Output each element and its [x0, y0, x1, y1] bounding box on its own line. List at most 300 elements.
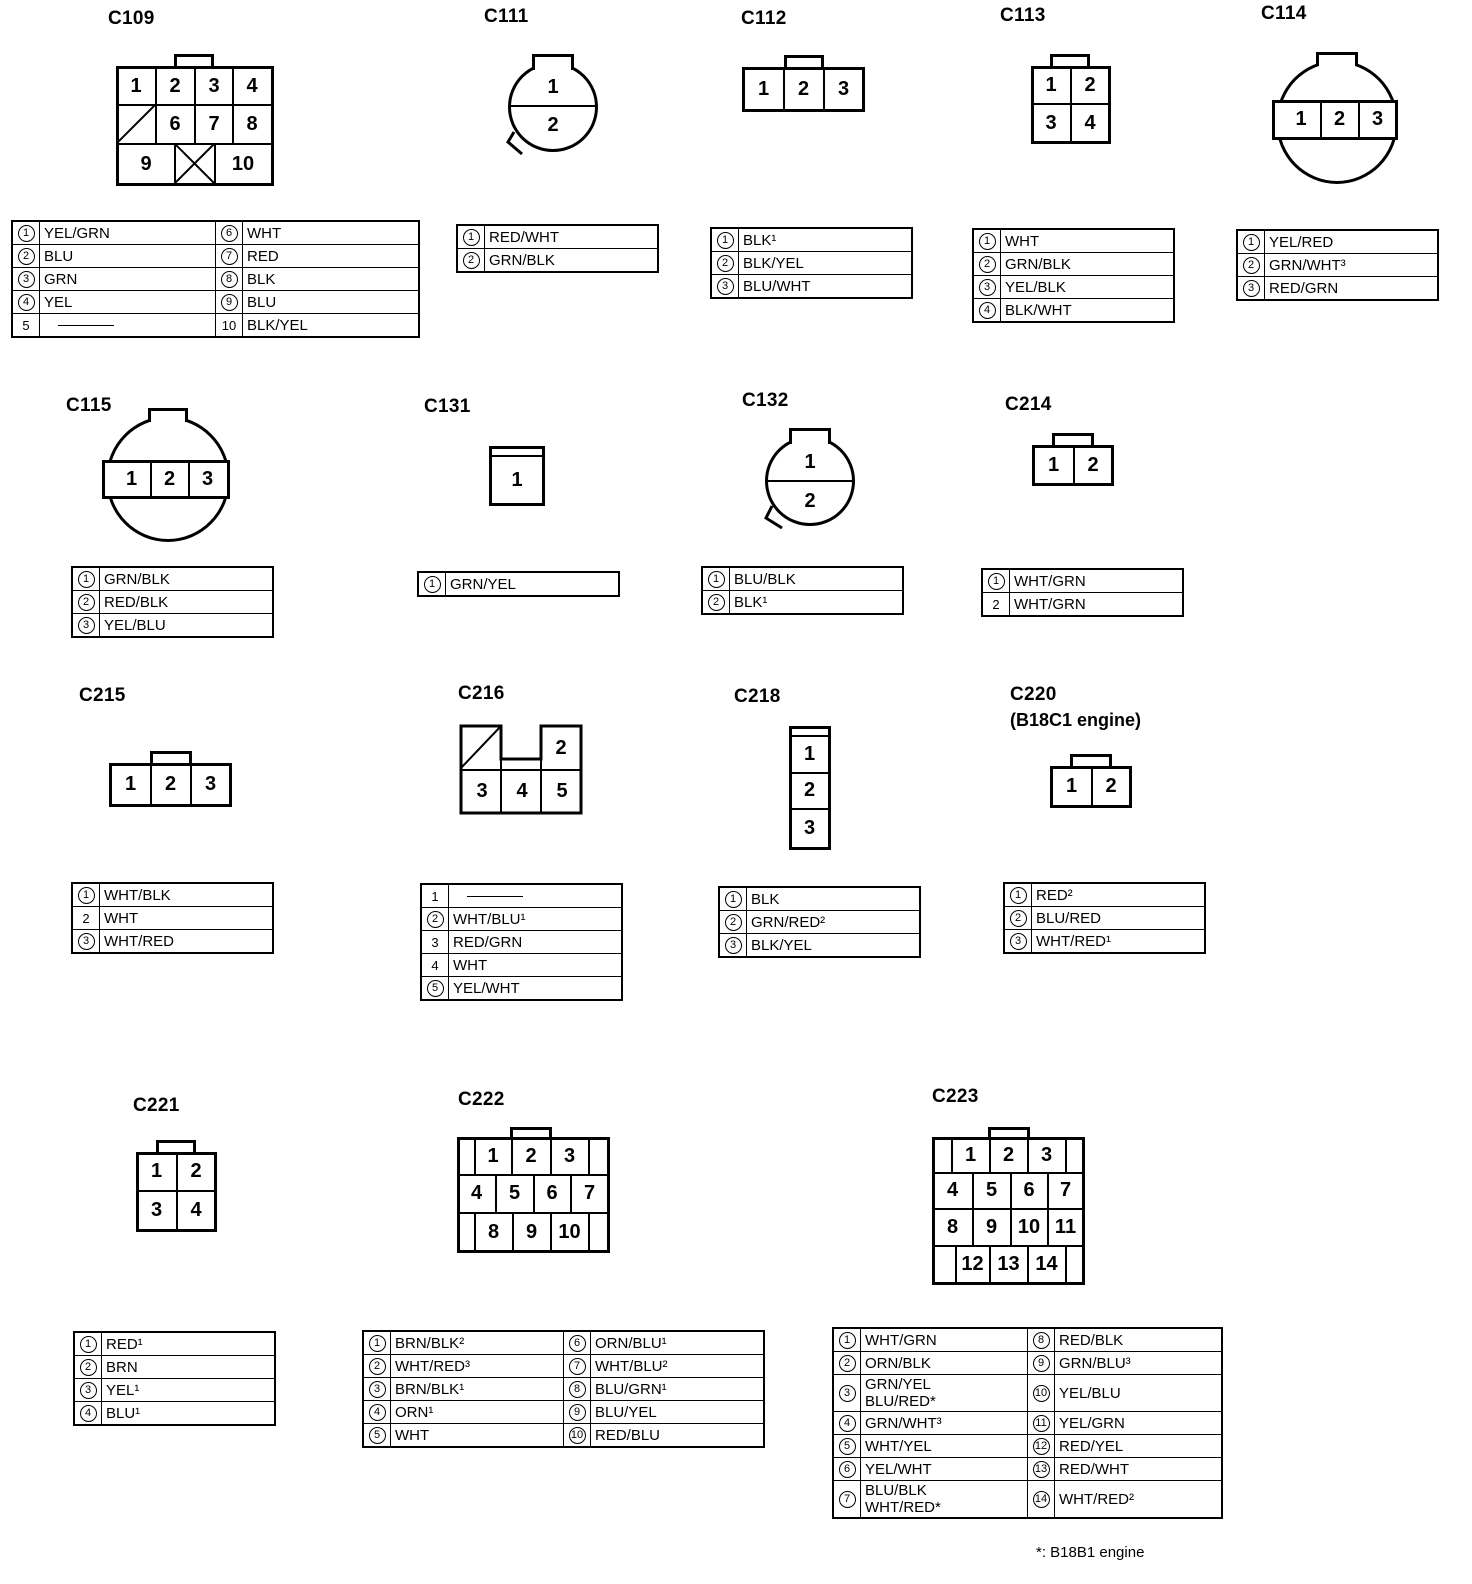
table-row	[833, 1352, 1222, 1375]
pin-label: 3	[208, 74, 220, 97]
pin-number: 2	[1004, 907, 1032, 930]
pin-number: 7	[833, 1481, 861, 1519]
pin-number: 2	[982, 593, 1010, 617]
table-row	[12, 314, 419, 338]
pin-label: 2	[1087, 453, 1099, 476]
wire-color: BLK/YEL	[243, 314, 420, 338]
wire-color: YEL/GRN	[1055, 1412, 1223, 1435]
wire-color: RED/BLK	[100, 591, 274, 614]
pin-label: 1	[803, 742, 816, 765]
wire-color: GRN/BLK	[485, 249, 659, 273]
wire-color: RED/WHT	[1055, 1458, 1223, 1481]
pin-number: 1	[702, 567, 730, 591]
pin-label: 1	[130, 74, 142, 97]
wire-color: BRN	[102, 1356, 276, 1379]
table-row	[421, 977, 622, 1001]
pin-number: 3	[1004, 930, 1032, 954]
connector-title-c109: C109	[108, 8, 155, 29]
table-row	[702, 567, 903, 591]
table-row	[833, 1412, 1222, 1435]
pin-number: 3	[72, 614, 100, 638]
wire-color: GRN/YEL BLU/RED*	[861, 1375, 1028, 1412]
pin-label: 11	[1054, 1215, 1077, 1238]
pin-label: 3	[1045, 111, 1057, 134]
pin-number: 1	[363, 1331, 391, 1355]
pin-number: 2	[711, 252, 739, 275]
wire-color: WHT	[391, 1424, 564, 1448]
connector-subtitle-c220: (B18C1 engine)	[1010, 710, 1142, 730]
pin-label: 2	[804, 489, 816, 512]
wire-table-c216	[420, 883, 623, 1001]
pin-number: 1	[457, 225, 485, 249]
table-row	[1004, 907, 1205, 930]
table-row	[363, 1355, 764, 1378]
pin-label: 2	[163, 467, 176, 490]
table-row	[72, 567, 273, 591]
pin-label: 4	[1084, 111, 1096, 134]
wire-color: GRN/YEL	[446, 572, 620, 596]
pin-number: 4	[973, 299, 1001, 323]
connector-title-c222: C222	[458, 1089, 505, 1110]
pin-number: 6	[564, 1331, 591, 1355]
pin-number: 8	[216, 268, 243, 291]
no-wire-dash-icon	[467, 896, 523, 897]
table-row	[74, 1356, 275, 1379]
wire-color: WHT/YEL	[861, 1435, 1028, 1458]
pin-number: 7	[216, 245, 243, 268]
table-row	[72, 883, 273, 907]
pin-number: 1	[12, 221, 40, 245]
table-row	[719, 934, 920, 958]
wire-table-c114	[1236, 229, 1439, 301]
wire-color: WHT/RED²	[1055, 1481, 1223, 1519]
pin-label: 5	[508, 1182, 521, 1204]
pin-number: 4	[74, 1402, 102, 1426]
pin-number: 1	[1237, 230, 1265, 254]
blank-slot-cross-icon	[175, 144, 215, 184]
pin-label: 2	[797, 77, 810, 100]
pin-number: 11	[1028, 1412, 1055, 1435]
table-row	[982, 593, 1183, 617]
table-row	[1237, 277, 1438, 301]
pin-label: 8	[946, 1215, 959, 1238]
blank-slot-diagonal-icon	[117, 105, 157, 145]
pin-label: 1	[487, 1144, 499, 1167]
pin-label: 8	[246, 112, 258, 135]
pin-number: 3	[1237, 277, 1265, 301]
pin-label: 4	[470, 1182, 483, 1204]
connector-title-c131: C131	[424, 396, 471, 417]
pin-number: 9	[564, 1401, 591, 1424]
pin-number: 4	[833, 1412, 861, 1435]
connector-title-c113: C113	[1000, 5, 1046, 26]
table-row	[74, 1379, 275, 1402]
pin-number: 8	[1028, 1328, 1055, 1352]
pin-label: 2	[1333, 108, 1346, 130]
table-row	[833, 1328, 1222, 1352]
pin-label: 3	[837, 77, 850, 100]
table-row	[711, 275, 912, 299]
pin-label: 4	[516, 779, 528, 802]
table-row	[12, 245, 419, 268]
pin-label: 5	[556, 779, 568, 802]
table-row	[457, 249, 658, 273]
wire-color: GRN/BLU³	[1055, 1352, 1223, 1375]
pin-number: 4	[421, 954, 449, 977]
connector-title-c111: C111	[484, 6, 529, 27]
pin-number: 3	[74, 1379, 102, 1402]
table-row	[833, 1435, 1222, 1458]
pin-number: 1	[418, 572, 446, 596]
pin-number: 5	[421, 977, 449, 1001]
table-row	[363, 1378, 764, 1401]
pin-label: 3	[201, 467, 214, 490]
pin-label: 1	[511, 468, 523, 491]
pin-label: 14	[1035, 1253, 1058, 1275]
wire-color: BLU/RED	[1032, 907, 1206, 930]
pin-number: 1	[74, 1332, 102, 1356]
wire-color	[449, 884, 623, 908]
pin-label: 5	[985, 1179, 998, 1201]
pin-number: 2	[1237, 254, 1265, 277]
wire-table-c111	[456, 224, 659, 273]
wire-table-c222	[362, 1330, 765, 1448]
pin-number: 2	[719, 911, 747, 934]
connector-title-c218: C218	[734, 686, 781, 707]
table-row	[711, 228, 912, 252]
pin-label: 7	[1059, 1179, 1072, 1201]
table-row	[1237, 254, 1438, 277]
table-row	[973, 276, 1174, 299]
pin-label: 4	[190, 1199, 202, 1221]
table-row	[363, 1331, 764, 1355]
wire-color	[40, 314, 216, 338]
wire-color: BLU/BLK	[730, 567, 904, 591]
table-row	[1237, 230, 1438, 254]
wire-color: RED¹	[102, 1332, 276, 1356]
pin-label: 3	[563, 1144, 576, 1167]
pin-label: 4	[946, 1179, 959, 1201]
wire-color: GRN/BLK	[1001, 253, 1175, 276]
pin-number: 1	[421, 884, 449, 908]
connector-title-c220: C220	[1010, 684, 1057, 705]
table-row	[74, 1332, 275, 1356]
pin-number: 10	[564, 1424, 591, 1448]
key-notch-icon	[506, 130, 530, 160]
table-row	[72, 614, 273, 638]
table-row	[418, 572, 619, 596]
connector-title-c114: C114	[1261, 3, 1307, 24]
pin-label: 3	[1371, 108, 1384, 130]
wire-color: GRN/RED²	[747, 911, 921, 934]
wire-color: BLU¹	[102, 1402, 276, 1426]
pin-label: 1	[125, 467, 138, 490]
pin-number: 3	[12, 268, 40, 291]
pin-number: 2	[74, 1356, 102, 1379]
pin-number: 3	[973, 276, 1001, 299]
pin-label: 10	[231, 152, 255, 175]
wire-color: BLU/YEL	[591, 1401, 765, 1424]
pin-number: 7	[564, 1355, 591, 1378]
pin-number: 5	[12, 314, 40, 338]
connector-title-c214: C214	[1005, 394, 1052, 415]
table-row	[711, 252, 912, 275]
pin-label: 9	[525, 1220, 538, 1243]
table-row	[719, 911, 920, 934]
pin-number: 10	[1028, 1375, 1055, 1412]
table-row	[72, 907, 273, 930]
wire-table-c131	[417, 571, 620, 597]
wire-table-c221	[73, 1331, 276, 1426]
pin-number: 8	[564, 1378, 591, 1401]
wire-color: YEL/BLK	[1001, 276, 1175, 299]
wire-color: RED/BLK	[1055, 1328, 1223, 1352]
wire-color: YEL/GRN	[40, 221, 216, 245]
wire-table-c218	[718, 886, 921, 958]
pin-number: 1	[982, 569, 1010, 593]
pin-number: 3	[421, 931, 449, 954]
wire-color: YEL¹	[102, 1379, 276, 1402]
wire-color: GRN/BLK	[100, 567, 274, 591]
wire-color: BLK	[243, 268, 420, 291]
pin-number: 14	[1028, 1481, 1055, 1519]
pin-label: 7	[208, 112, 220, 135]
pin-label: 9	[985, 1215, 998, 1238]
pin-label: 13	[997, 1253, 1020, 1275]
pin-label: 1	[124, 773, 137, 795]
wire-color: YEL/BLU	[1055, 1375, 1223, 1412]
wire-table-c115	[71, 566, 274, 638]
wire-color: YEL/BLU	[100, 614, 274, 638]
table-row	[421, 908, 622, 931]
pin-label: 1	[1047, 453, 1060, 476]
wire-color: RED/YEL	[1055, 1435, 1223, 1458]
pin-label: 2	[164, 773, 177, 795]
wire-color: BLU/GRN¹	[591, 1378, 765, 1401]
wire-color: BLU/BLK WHT/RED*	[861, 1481, 1028, 1519]
table-row	[833, 1458, 1222, 1481]
wire-color: YEL	[40, 291, 216, 314]
table-row	[363, 1424, 764, 1448]
wire-color: BLK¹	[730, 591, 904, 615]
pin-number: 2	[457, 249, 485, 273]
pin-number: 3	[72, 930, 100, 954]
pin-label: 1	[804, 450, 816, 473]
pin-number: 12	[1028, 1435, 1055, 1458]
pin-number: 9	[216, 291, 243, 314]
table-row	[982, 569, 1183, 593]
pin-label: 4	[246, 74, 258, 97]
pin-label: 1	[1045, 73, 1057, 96]
table-row	[74, 1402, 275, 1426]
table-row	[719, 887, 920, 911]
table-row	[457, 225, 658, 249]
table-row	[833, 1481, 1222, 1519]
pin-label: 1	[1295, 108, 1307, 130]
pin-number: 1	[833, 1328, 861, 1352]
table-row	[12, 268, 419, 291]
wire-color: WHT	[100, 907, 274, 930]
wire-table-c223	[832, 1327, 1223, 1519]
table-row	[72, 930, 273, 954]
pin-number: 1	[72, 567, 100, 591]
wire-color: RED/GRN	[1265, 277, 1439, 301]
connector-title-c216: C216	[458, 683, 505, 704]
pin-number: 2	[973, 253, 1001, 276]
wire-color: BLU	[40, 245, 216, 268]
wire-color: WHT/GRN	[861, 1328, 1028, 1352]
pin-label: 3	[150, 1199, 163, 1221]
pin-label: 7	[583, 1182, 596, 1204]
wire-color: GRN	[40, 268, 216, 291]
pin-label: 6	[1023, 1179, 1035, 1201]
pin-label: 2	[1105, 775, 1117, 797]
table-row	[973, 299, 1174, 323]
pin-number: 2	[702, 591, 730, 615]
pin-number: 2	[833, 1352, 861, 1375]
pin-number: 4	[12, 291, 40, 314]
pin-label: 2	[1002, 1143, 1015, 1166]
wire-color: WHT/RED¹	[1032, 930, 1206, 954]
pin-number: 10	[216, 314, 243, 338]
pin-label: 2	[190, 1160, 202, 1182]
table-row	[973, 253, 1174, 276]
pin-number: 4	[363, 1401, 391, 1424]
pin-number: 3	[363, 1378, 391, 1401]
pin-label: 10	[1017, 1215, 1041, 1238]
pin-label: 12	[961, 1253, 984, 1275]
table-row	[421, 884, 622, 908]
pin-number: 5	[363, 1424, 391, 1448]
table-row	[12, 221, 419, 245]
wire-color: BLK/YEL	[739, 252, 913, 275]
connector-title-c223: C223	[932, 1086, 979, 1107]
wire-table-c132	[701, 566, 904, 615]
wire-color: GRN/WHT³	[1265, 254, 1439, 277]
pin-number: 1	[719, 887, 747, 911]
pin-number: 3	[711, 275, 739, 299]
table-row	[12, 291, 419, 314]
key-notch-icon	[764, 504, 790, 534]
wire-color: WHT/RED³	[391, 1355, 564, 1378]
table-row	[1004, 930, 1205, 954]
wire-color: ORN/BLU¹	[591, 1331, 765, 1355]
pin-number: 13	[1028, 1458, 1055, 1481]
pin-number: 2	[12, 245, 40, 268]
table-row	[72, 591, 273, 614]
wire-color: WHT/BLU²	[591, 1355, 765, 1378]
wire-color: BRN/BLK²	[391, 1331, 564, 1355]
wire-color: WHT/BLK	[100, 883, 274, 907]
pin-label: 2	[169, 74, 181, 97]
wire-color: YEL/WHT	[861, 1458, 1028, 1481]
wire-color: RED/BLU	[591, 1424, 765, 1448]
pin-label: 1	[150, 1160, 163, 1182]
footnote: *: B18B1 engine	[1036, 1544, 1145, 1561]
wire-color: WHT	[243, 221, 420, 245]
pin-label: 9	[140, 152, 152, 175]
table-row	[363, 1401, 764, 1424]
wire-color: BLK	[747, 887, 921, 911]
wire-color: BLK¹	[739, 228, 913, 252]
table-row	[973, 229, 1174, 253]
pin-number: 2	[72, 591, 100, 614]
pin-label: 2	[1084, 73, 1096, 96]
pin-label: 6	[546, 1182, 558, 1204]
pin-number: 3	[833, 1375, 861, 1412]
pin-label: 6	[169, 112, 181, 135]
connector-title-c115: C115	[66, 395, 112, 416]
wire-color: BLK/YEL	[747, 934, 921, 958]
pin-label: 3	[803, 816, 816, 839]
wire-color: BLK/WHT	[1001, 299, 1175, 323]
wire-color: WHT/BLU¹	[449, 908, 623, 931]
wire-table-c112	[710, 227, 913, 299]
pin-number: 9	[1028, 1352, 1055, 1375]
wire-table-c113	[972, 228, 1175, 323]
pin-number: 2	[421, 908, 449, 931]
wire-color: ORN/BLK	[861, 1352, 1028, 1375]
pin-label: 3	[204, 773, 217, 795]
wire-color: WHT/RED	[100, 930, 274, 954]
wire-color: BRN/BLK¹	[391, 1378, 564, 1401]
table-row	[1004, 883, 1205, 907]
pin-number: 2	[363, 1355, 391, 1378]
wire-color: RED	[243, 245, 420, 268]
table-row	[421, 931, 622, 954]
connector-title-c112: C112	[741, 8, 787, 29]
pin-label: 1	[757, 77, 770, 100]
table-row	[833, 1375, 1222, 1412]
wire-color: ORN¹	[391, 1401, 564, 1424]
pin-number: 3	[719, 934, 747, 958]
pin-number: 2	[72, 907, 100, 930]
pin-label: 2	[555, 736, 567, 759]
wire-color: BLU/WHT	[739, 275, 913, 299]
wire-table-c215	[71, 882, 274, 954]
wire-color: RED/WHT	[485, 225, 659, 249]
pin-number: 1	[72, 883, 100, 907]
pin-label: 10	[558, 1220, 581, 1243]
wire-color: BLU	[243, 291, 420, 314]
no-wire-dash-icon	[58, 325, 114, 326]
pin-label: 1	[964, 1143, 977, 1166]
wire-color: RED²	[1032, 883, 1206, 907]
pin-label: 2	[525, 1144, 537, 1167]
wire-color: WHT/GRN	[1010, 593, 1184, 617]
wire-color: WHT/GRN	[1010, 569, 1184, 593]
wire-table-c220	[1003, 882, 1206, 954]
pin-label: 1	[547, 75, 559, 98]
wire-color: YEL/WHT	[449, 977, 623, 1001]
pin-number: 1	[1004, 883, 1032, 907]
pin-label: 3	[1040, 1143, 1053, 1166]
wire-color: RED/GRN	[449, 931, 623, 954]
pin-label: 2	[547, 113, 559, 136]
connector-title-c221: C221	[133, 1095, 180, 1116]
pin-number: 6	[216, 221, 243, 245]
table-row	[421, 954, 622, 977]
pin-number: 6	[833, 1458, 861, 1481]
wire-color: YEL/RED	[1265, 230, 1439, 254]
pin-label: 1	[1065, 775, 1078, 797]
wire-table-c214	[981, 568, 1184, 617]
wire-color: WHT	[449, 954, 623, 977]
wire-color: GRN/WHT³	[861, 1412, 1028, 1435]
pin-label: 3	[476, 779, 488, 802]
pin-label: 8	[487, 1220, 500, 1243]
wire-color: WHT	[1001, 229, 1175, 253]
